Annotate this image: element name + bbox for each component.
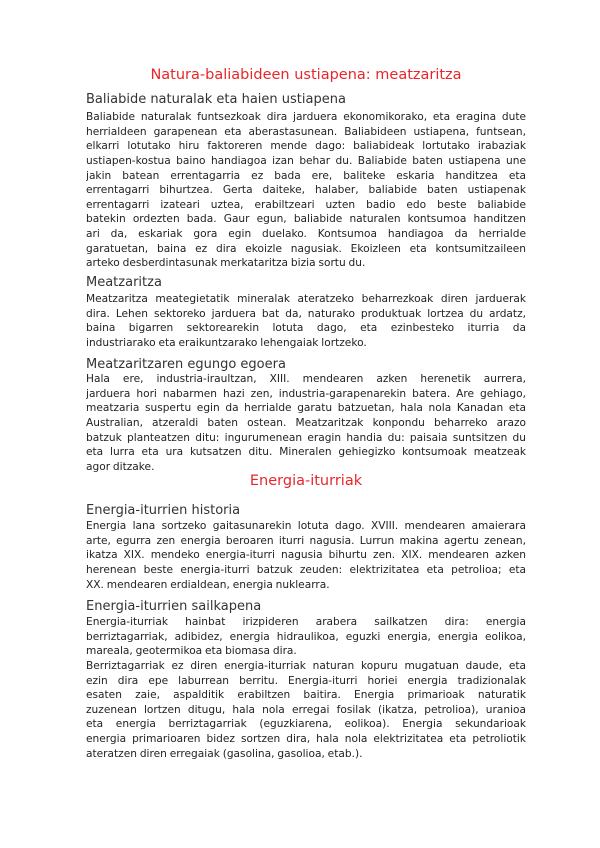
text-line: eta energia berriztagarriak (eguzkiarena, eolikoa). Energia sekundarioak xyxy=(86,718,526,731)
text-line: ateratzen diren erregaiak (gasolina, gasolioa, etab.). xyxy=(86,747,363,760)
text-line: Berriztagarriak ez diren energia-iturriak naturan kopuru mugatuan daude, eta xyxy=(86,659,526,672)
text-line: arte, egurra zen energia beroaren iturri nagusia. Lurrun makina agertu zenean, xyxy=(86,534,526,547)
text-line: herrialdeen garapenean eta aberastasunean. Baliabideen ustiapena, funtsean, xyxy=(86,125,526,138)
text-line: mareala, geotermikoa eta biomasa dira. xyxy=(86,645,297,658)
section-heading: Energia-iturrien historia xyxy=(86,503,241,518)
text-line: Energia-iturriak hainbat irizpideren arabera sailkatzen dira: energia xyxy=(86,616,526,628)
text-line: meatzaria suspertu egin da herrialde garatu batzuetan, hala nola Kanadan eta xyxy=(86,402,526,415)
text-line: herenean beste energia-iturri batzuk zeuden: elektrizitatea eta petrolioa; eta xyxy=(86,563,526,576)
section-heading: Baliabide naturalak eta haien ustiapena xyxy=(86,92,346,107)
text-line: industriarako eta eraikuntzarako lehengaiak lortzeko. xyxy=(86,336,367,349)
text-line: dira. Lehen sektoreko jarduera bat da, naturako produktuak lortzea du ardatz, xyxy=(86,307,526,320)
paragraph xyxy=(86,519,526,592)
text-line: arteko desberdintasunak merkataritza bizia sortu du. xyxy=(86,257,366,270)
section-heading: Energia-iturrien sailkapena xyxy=(86,599,262,614)
text-line: ustiapen-kostua baino handiagoa izan behar du. Baliabide baten ustiapena une xyxy=(86,154,526,167)
text-line: zuzenean lortzen ditugu, hala nola erregai fosilak (ikatza, petrolioa), uranioa xyxy=(86,703,526,716)
section-title-energia: Energia-iturriak xyxy=(249,473,363,489)
text-line: elkarri lotutako hiru faktoreren mende dago: baliabideak lortutako irabaziak xyxy=(86,140,526,153)
text-line: jarduera hori nabarmen hazi zen, industria-garapenarekin batera. Are gehiago, xyxy=(86,387,526,400)
paragraph xyxy=(86,110,526,271)
section-heading: Meatzaritza xyxy=(86,275,162,290)
text-line: eta lurra eta ura kutsatzen ditu. Mineralen gehiegizko kontsumoak meatzeak xyxy=(86,446,526,459)
text-line: energia primarioaren bidez sortzen dira, hala nola elektrizitatea eta petroliotik xyxy=(86,733,526,746)
text-line: errentagarri izateari uztea, erabiltzeari uzten badio edo beste baliabide xyxy=(86,198,526,211)
section-heading: Meatzaritzaren egungo egoera xyxy=(86,357,286,372)
text-line: ikatza XIX. mendeko energia-iturri nagusia bihurtu zen. XIX. mendearen azken xyxy=(86,549,526,562)
text-line: XX. mendearen erdialdean, energia nuklearra. xyxy=(86,578,330,591)
text-line: baina bigarren sektorearekin lotuta dago, eta ezinbesteko iturria da xyxy=(86,322,526,335)
text-line: ezin dira epe laburrean berritu. Energia-iturri horiei energia tradizionalak xyxy=(86,674,526,687)
text-line: Australian, atzeraldi baten ostean. Meatzaritzak konpondu beharreko arazo xyxy=(86,416,526,429)
document-title: Natura-baliabideen ustiapena: meatzaritza xyxy=(150,67,462,83)
text-line: Hala ere, industria-iraultzan, XIII. mendearen azken herenetik aurrera, xyxy=(86,373,526,385)
text-line: batzuk planteatzen ditu: ingurumenean eragin handia du: paisaia suntsitzen du xyxy=(86,431,526,444)
text-line: Baliabide naturalak funtsezkoak dira jarduera ekonomikorako, eta eragina dute xyxy=(86,111,526,123)
paragraph xyxy=(86,292,526,351)
text-line: batekin ordezten bada. Gaur egun, baliabide naturalen kontsumoa handitzen xyxy=(86,213,526,226)
text-line: Energia lana sortzeko gaitasunarekin lotuta dago. XVIII. mendearen amaierara xyxy=(86,520,526,532)
text-line: Meatzaritza meategietatik mineralak ateratzeko beharrezkoak diren jarduerak xyxy=(86,293,526,305)
paragraph xyxy=(86,615,526,761)
text-line: agor ditzake. xyxy=(86,460,155,473)
text-line: ari da, eskariak gora egin duelako. Kontsumoa handiagoa da herrialde xyxy=(86,228,526,241)
paragraph xyxy=(86,372,526,474)
text-line: berriztagarriak, adibidez, energia hidraulikoa, eguzki energia, energia eolikoa, xyxy=(86,630,526,643)
text-line: garatuetan, baina ez dira ekoizle nagusiak. Ekoizleen eta kontsumitzaileen xyxy=(86,242,526,255)
text-line: esaten zaie, aspalditik erabiltzen baitira. Energia primarioak naturatik xyxy=(86,689,526,702)
text-line: jakin batean errentagarria ez bada ere, baliteke eskaria handitzea eta xyxy=(86,169,526,182)
text-line: errentagarri bihurtzea. Gerta daiteke, halaber, baliabide baten ustiapenak xyxy=(86,184,526,197)
